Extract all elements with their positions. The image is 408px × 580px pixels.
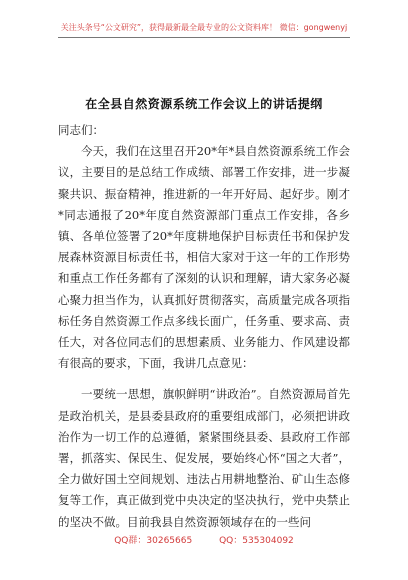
paragraph-1: 今天，我们在这里召开20*年*县自然资源系统工作会议，主要目的是总结工作成绩、部署工作安排，进一步凝聚共识、振奋精神，推进新的一年开好局、起好步。刚才*同志通报了20*年度自然资源部门重点工作安排，各乡镇、各单位签署了20*年度耕地保护目标责任书和保护发展森林资源目标责任书，相信大家对于这一年的工作形势和重点工作任务都有了深刻的认识和理解，请大家务必凝心聚力担当作为，认真抓好贯彻落实，高质量完成各项指标任务自然资源工作点多线长面广，任务重、要求高、责任大，对各位同志们的思想素质、业务能力、作风建设都有很高的要求，下面，我讲几点意见： (58, 144, 350, 371)
contact-footer (0, 533, 408, 546)
document-title: 在全县自然资源系统工作会议上的讲话提纲 (85, 97, 323, 111)
header-divider (58, 37, 350, 38)
qq-number-text: QQ：535304092 (219, 536, 294, 546)
paragraph-2: 一要统一思想，旗帜鲜明“讲政治”。自然资源局首先是政治机关，是县委县政府的重要组成部门，必须把讲政治作为一切工作的总遵循，紧紧围绕县委、县政府工作部署，抓落实、保民生、促发展，要始终心怀“国之大者”，全力做好国土空间规划、违法占用耕地整治、矿山生态修复等工作，真正做到党中央决定的坚决执行，党中央禁止的坚决不做。目前我县自然资源领域存在的一些问 (58, 387, 350, 529)
salutation: 同志们： (58, 123, 104, 137)
qq-group-text: QQ群：30265665 (114, 536, 193, 546)
document-body (58, 120, 350, 533)
promo-banner: 关注头条号“公文研究”，获得最新最全最专业的公文资料库！ 微信：gongwenyj (60, 23, 348, 32)
